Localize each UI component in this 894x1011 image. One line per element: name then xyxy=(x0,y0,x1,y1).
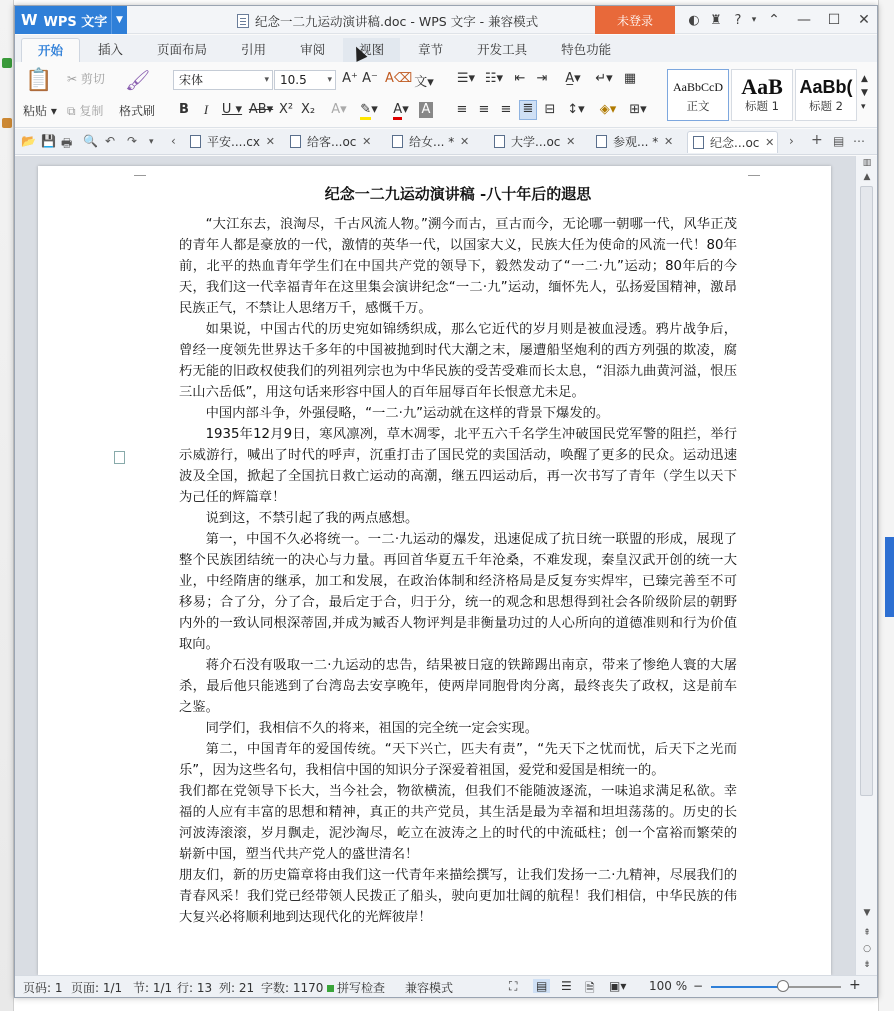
scroll-down-icon[interactable]: ▼ xyxy=(863,908,871,918)
close-tab-icon[interactable]: ✕ xyxy=(265,135,275,148)
text-effect-icon[interactable]: A▾ xyxy=(331,102,347,117)
format-painter-button[interactable]: 格式刷 xyxy=(119,104,156,118)
increase-indent-icon[interactable]: ⇥ xyxy=(536,71,548,86)
reading-view-icon[interactable]: ▣▾ xyxy=(609,979,627,993)
close-tab-icon[interactable]: ✕ xyxy=(566,135,576,148)
copy-label: 复制 xyxy=(79,104,104,118)
save-icon[interactable]: 💾 xyxy=(41,134,56,148)
highlight-icon[interactable]: ✎▾ xyxy=(355,102,383,117)
chinese-layout-icon[interactable]: A̲▾ xyxy=(565,71,581,86)
status-mode: 兼容模式 xyxy=(405,981,454,995)
tabs-scroll-right-icon[interactable]: › xyxy=(789,134,794,148)
bullets-icon[interactable]: ☰▾ xyxy=(456,71,476,86)
document-tabs-bar xyxy=(15,129,877,155)
status-words[interactable]: 字数: 1170 xyxy=(261,981,324,995)
document-title: 纪念一二九运动演讲稿 -八十年后的遐思 xyxy=(324,185,592,203)
phonetic-guide-icon[interactable]: 文▾ xyxy=(414,75,434,90)
print-preview-icon[interactable]: 🔍 xyxy=(83,134,98,148)
paragraph: 朋友们，新的历史篇章将由我们这一代青年来描绘撰写，让我们发扬一二·九精神，尽展我们的青春风采！我们党已经带领人民拨正了船头，驶向更加壮阔的航程！我们相信，中华民族的伟大复兴必将顺利地到达现代化的光辉彼岸！ xyxy=(179,868,737,925)
background-app-right xyxy=(878,0,894,1011)
scissors-icon: ✂ xyxy=(67,72,78,86)
paragraph: 1935年12月9日，寒风凛冽，草木凋零，北平五六千名学生冲破国民党军警的阻拦，举行示威游行，喊出了时代的呼声，沉重打击了国民党的卖国活动，唤醒了更多的民众。运动迅速波及全国，掀起了全国抗日救亡运动的高潮，继五四运动后，再一次书写了青年（学生以天下为己任的辉篇章！ xyxy=(179,427,737,505)
doc-tab-label: 参观... * xyxy=(613,135,659,149)
document-icon xyxy=(596,135,607,148)
paragraph-marker-icon[interactable] xyxy=(114,451,125,464)
new-tab-icon[interactable]: + xyxy=(811,132,823,148)
paste-button[interactable]: 粘贴 ▾ xyxy=(23,104,57,118)
document-icon xyxy=(693,136,704,149)
minimize-icon[interactable]: — xyxy=(797,12,811,28)
doc-tab[interactable] xyxy=(489,131,578,153)
distribute-icon[interactable]: ⊟ xyxy=(544,102,556,117)
tab-chapter[interactable]: 章节 xyxy=(418,42,444,57)
numbering-icon[interactable]: ☷▾ xyxy=(484,71,504,86)
collapse-ribbon-icon[interactable]: ⌃ xyxy=(768,12,780,28)
style-name: 正文 xyxy=(686,99,710,113)
align-left-icon[interactable]: ≡ xyxy=(456,102,468,117)
style-sample: AaBb( xyxy=(799,77,853,97)
ruler-toggle-icon[interactable]: ▥ xyxy=(862,158,872,168)
status-pages[interactable]: 页面: 1/1 xyxy=(71,981,123,995)
paragraph: “大江东去，浪淘尽，千古风流人物。”溯今而古，亘古而今，无论哪一朝哪一代，风华正茂的青年人都是豪放的一代，激情的英华一代，以国家大义，民族大任为使命的风流一代！80年前，北平的热血青年学生们在中国共产党的领导下，毅然发动了“一二·九”运动；80年后的今天，我们这一代幸福青年在这里集会演讲纪念“一二·九”运动，缅怀先人，弘扬爱国精神，激昂民族正气，不禁让人思绪万千，感慨千万。 xyxy=(179,217,737,316)
style-sample: AaBbCcD xyxy=(673,80,723,94)
scrollbar-thumb[interactable] xyxy=(860,186,873,796)
shrink-font-icon[interactable]: A⁻ xyxy=(362,71,378,86)
tab-list-icon[interactable]: ▤ xyxy=(833,134,845,148)
styles-scroll-icon[interactable]: ▲ ▼ ▾ xyxy=(861,74,868,112)
document-icon xyxy=(237,14,249,28)
help-button[interactable]: ? xyxy=(734,12,742,28)
chevron-down-icon[interactable]: ▼ xyxy=(111,6,127,34)
table-icon[interactable]: ▦ xyxy=(623,71,637,86)
align-right-icon[interactable]: ≡ xyxy=(500,102,512,117)
paragraph: 同学们，我相信不久的将来，祖国的完全统一定会实现。 xyxy=(205,721,539,736)
zoom-out-icon[interactable]: − xyxy=(693,979,704,993)
copy-icon: ⧉ xyxy=(67,104,76,118)
shirt-icon[interactable]: ♜ xyxy=(710,12,722,28)
maximize-icon[interactable]: ☐ xyxy=(827,12,841,28)
justify-icon[interactable]: ≣ xyxy=(519,100,537,120)
status-row[interactable]: 行: 13 xyxy=(177,981,213,995)
status-page-no[interactable]: 页码: 1 xyxy=(23,981,63,995)
tab-menu-icon[interactable]: ⋯ xyxy=(853,134,865,148)
doc-tab[interactable] xyxy=(387,131,472,153)
full-screen-icon[interactable]: ⛶ xyxy=(509,979,518,993)
paste-label: 粘贴 xyxy=(23,104,48,118)
outline-view-icon[interactable]: ☰ xyxy=(561,979,572,993)
style-name: 标题 2 xyxy=(809,99,843,113)
bold-icon[interactable]: B xyxy=(179,102,189,117)
char-shading-icon[interactable]: A xyxy=(419,102,433,118)
status-bar xyxy=(15,975,877,997)
page-corner-mark xyxy=(134,164,146,176)
style-sample: AaB xyxy=(741,74,783,99)
status-col[interactable]: 列: 21 xyxy=(219,981,255,995)
paragraph: 中国内部斗争，外强侵略，“一二·九”运动就在这样的背景下爆发的。 xyxy=(205,406,610,421)
tab-features[interactable]: 特色功能 xyxy=(561,42,612,57)
zoom-level[interactable]: 100 % xyxy=(649,979,688,993)
doc-tab-active[interactable] xyxy=(687,131,778,153)
style-heading-1[interactable] xyxy=(731,69,793,121)
login-button[interactable]: 未登录 xyxy=(595,6,675,34)
print-icon[interactable]: 🖶 xyxy=(61,136,73,150)
document-icon xyxy=(392,135,403,148)
document-icon xyxy=(190,135,201,148)
format-painter-icon[interactable]: 🖌 xyxy=(125,68,151,92)
zoom-slider-knob[interactable] xyxy=(777,980,789,992)
style-normal[interactable] xyxy=(667,69,729,121)
doc-tab-label: 平安....cx xyxy=(207,135,260,149)
page-view-icon[interactable]: ▤ xyxy=(533,979,550,993)
style-heading-2[interactable] xyxy=(795,69,857,121)
redo-icon[interactable]: ↷ xyxy=(127,134,138,148)
tabs-scroll-left-icon[interactable]: ‹ xyxy=(171,134,176,148)
document-icon xyxy=(494,135,505,148)
tab-references[interactable]: 引用 xyxy=(241,42,267,57)
window-title xyxy=(237,12,538,30)
title-bar xyxy=(15,6,877,34)
wps-logo-icon: W xyxy=(21,11,38,29)
doc-tab-label: 纪念...oc xyxy=(710,136,760,150)
zoom-slider-fill xyxy=(711,986,783,988)
spell-check-button[interactable] xyxy=(327,979,385,996)
cut-button[interactable] xyxy=(67,70,105,87)
web-view-icon[interactable]: 🗎 xyxy=(585,981,595,995)
cut-label: 剪切 xyxy=(80,72,105,86)
shading-icon[interactable]: ◈▾ xyxy=(599,102,617,117)
subscript-icon[interactable]: X₂ xyxy=(300,102,316,117)
app-menu-button[interactable] xyxy=(15,6,127,34)
select-browse-object-icon[interactable]: ○ xyxy=(863,944,871,954)
clear-format-icon[interactable]: A⌫ xyxy=(385,71,413,86)
tab-developer[interactable]: 开发工具 xyxy=(477,42,528,57)
font-size-select[interactable]: 10.5 ▾ xyxy=(274,70,336,90)
title-controls xyxy=(683,10,879,30)
paragraph: 蒋介石没有吸取一二·九运动的忠告，结果被日寇的铁蹄踢出南京，带来了惨绝人寰的大屠杀，最后他只能逃到了台湾岛去安享晚年，使两岸同胞骨肉分离，最终丧失了政权，这是前车之鉴。 xyxy=(179,658,737,715)
background-icon xyxy=(2,58,12,68)
doc-tab-label: 大学...oc xyxy=(511,135,561,149)
font-color-icon[interactable]: A▾ xyxy=(387,102,415,117)
grow-font-icon[interactable]: A⁺ xyxy=(342,71,358,86)
paste-icon[interactable]: 📋 xyxy=(25,68,53,93)
document-icon xyxy=(290,135,301,148)
doc-tab[interactable] xyxy=(185,131,278,153)
underline-icon[interactable]: U ▾ xyxy=(221,102,243,117)
doc-tab[interactable] xyxy=(285,131,374,153)
open-icon[interactable]: 📂 xyxy=(21,134,36,148)
app-label: WPS 文字 xyxy=(43,14,108,30)
decrease-indent-icon[interactable]: ⇤ xyxy=(514,71,526,86)
tab-review[interactable]: 审阅 xyxy=(300,42,326,57)
spell-check-label: 拼写检查 xyxy=(337,981,386,995)
zoom-slider[interactable] xyxy=(711,986,841,988)
doc-tab-label: 给客...oc xyxy=(307,135,357,149)
ribbon-home xyxy=(15,62,877,128)
document-page[interactable] xyxy=(38,166,831,975)
paragraph: 第一，中国不久必将统一。一二·九运动的爆发，迅速促成了抗日统一联盟的形成，展现了整个民族团结统一的决心与力量。再回首华夏五千年沧桑，不难发现，秦皇汉武开创的统一大业，中经隋唐的继承，加工和发展，在政治体制和经济格局是反复夯实焊牢，已臻完善至不可移易；合了分，分了合，最后定于合，归于分，统一的观念和思想得到社会各阶级阶层的朝野内外的一致认同根深蒂固,并成为臧否人物评判是非衡量功过的人心所向的道德准则和行为价值取向。 xyxy=(179,532,737,652)
doc-tab[interactable] xyxy=(591,131,676,153)
ribbon-tabs xyxy=(15,35,877,62)
document-workspace xyxy=(15,156,877,975)
paragraph: 我们都在党领导下长大，当今社会，物欲横流，但我们不能随波逐流，一味追求满足私欲。幸福的人应有丰富的思想和精神，真正的共产党员，其生活是最为幸福和坦坦荡荡的。历史的长河波涛滚滚，岁月飘走，泥沙淘尽，屹立在波涛之上的时代的中流砥柱；创一个富裕而繁荣的崭新中国，塑当代共产党人的盛世清名！ xyxy=(179,784,737,862)
vertical-scrollbar[interactable] xyxy=(855,156,877,975)
skin-icon[interactable]: ◐ xyxy=(688,12,700,28)
close-icon[interactable]: ✕ xyxy=(858,12,870,28)
paragraph: 第二，中国青年的爱国传统。“天下兴亡，匹夫有责”，“先天下之忧而忧，后天下之光而乐”，因为这些名句，我相信中国的知识分子深爱着祖国，爱党和爱国是相统一的。 xyxy=(179,742,737,778)
border-icon[interactable]: ⊞▾ xyxy=(629,102,647,117)
background-accent xyxy=(885,537,894,617)
next-page-icon[interactable]: ⇟ xyxy=(863,960,871,970)
background-icon xyxy=(2,118,12,128)
italic-icon[interactable]: I xyxy=(203,102,209,117)
wps-window xyxy=(14,5,878,998)
strikethrough-icon[interactable]: AB▾ xyxy=(248,102,274,117)
close-tab-icon[interactable]: ✕ xyxy=(664,135,674,148)
tab-view[interactable]: 视图 xyxy=(343,38,400,62)
tab-page-layout[interactable]: 页面布局 xyxy=(157,42,208,57)
scroll-up-icon[interactable]: ▲ xyxy=(863,172,871,182)
close-tab-icon[interactable]: ✕ xyxy=(362,135,372,148)
align-center-icon[interactable]: ≡ xyxy=(478,102,490,117)
copy-button[interactable] xyxy=(67,102,103,119)
paragraph: 如果说，中国古代的历史宛如锦绣织成，那么它近代的岁月则是被血浸透。鸦片战争后，曾经一度领先世界达千多年的中国被抛到时代大潮之末，屡遭船坚炮利的西方列强的欺凌，腐朽无能的旧政权使我们的列祖列宗也为中华民族的受苦受难而长太息，“泪添九曲黄河溢，恨压三山六岳低”，用这句话来形容中国人的百年屈辱百年长恨意尤未足。 xyxy=(179,322,737,400)
show-marks-icon[interactable]: ↵▾ xyxy=(595,71,613,86)
line-spacing-icon[interactable]: ↕▾ xyxy=(567,102,585,117)
document-body[interactable] xyxy=(179,182,737,928)
style-name: 标题 1 xyxy=(745,99,779,113)
help-dropdown-icon[interactable]: ▾ xyxy=(751,15,757,25)
font-name-select[interactable]: 宋体 ▾ xyxy=(173,70,273,90)
page-corner-mark xyxy=(748,164,760,176)
quick-access-dropdown-icon[interactable]: ▾ xyxy=(149,137,154,147)
undo-icon[interactable]: ↶ xyxy=(105,134,116,148)
previous-page-icon[interactable]: ⇞ xyxy=(863,928,871,938)
tab-home[interactable]: 开始 xyxy=(21,38,80,62)
tab-insert[interactable]: 插入 xyxy=(98,42,124,57)
close-tab-icon[interactable]: ✕ xyxy=(460,135,470,148)
zoom-in-icon[interactable]: + xyxy=(849,977,861,993)
doc-title: 纪念一二九运动演讲稿.doc - WPS 文字 - 兼容模式 xyxy=(255,14,539,29)
status-section[interactable]: 节: 1/1 xyxy=(133,981,173,995)
spell-check-icon xyxy=(327,985,334,992)
superscript-icon[interactable]: X² xyxy=(278,102,294,117)
paragraph: 说到这，不禁引起了我的两点感想。 xyxy=(205,511,419,526)
background-app-left xyxy=(0,0,14,1011)
close-tab-icon[interactable]: ✕ xyxy=(765,136,775,149)
doc-tab-label: 给女... * xyxy=(409,135,455,149)
